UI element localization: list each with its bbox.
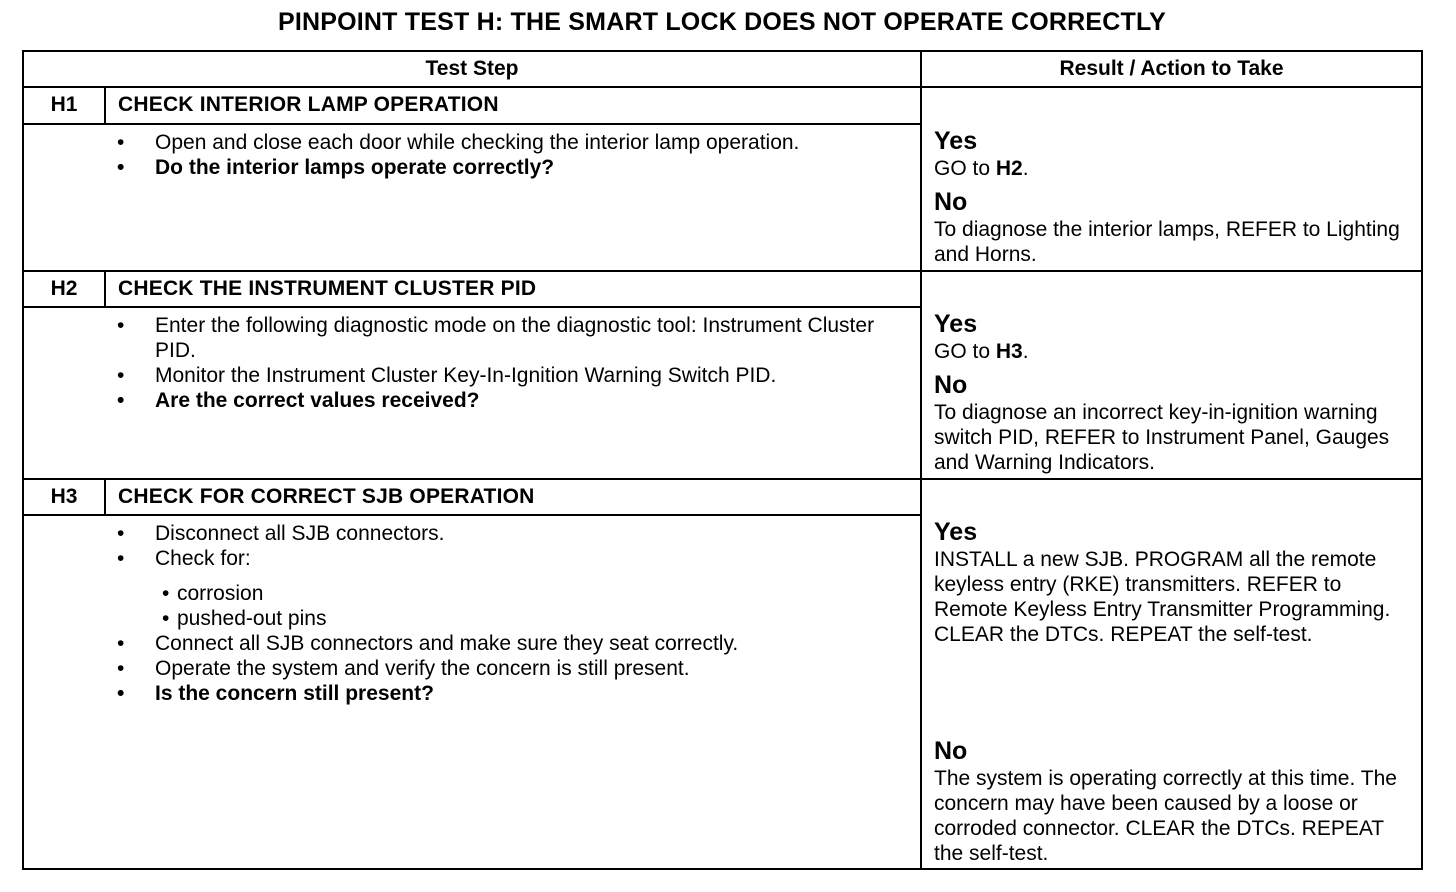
bullet-icon: • xyxy=(117,389,125,412)
bullet-icon: • xyxy=(117,547,125,570)
list-item: • Is the concern still present? xyxy=(117,682,434,705)
yes-action: GO to H2. xyxy=(934,157,1029,180)
bullet-icon: • xyxy=(117,364,125,387)
sub-list-item: • corrosion xyxy=(162,582,264,605)
bullet-icon: • xyxy=(117,314,125,337)
yes-label: Yes xyxy=(934,518,978,546)
list-item: • Are the correct values received? xyxy=(117,389,480,412)
no-action: The system is operating correctly at this time. The concern may have been caused by a loose or corroded connector. CLEAR the DTCs. REPEAT the self-test. xyxy=(934,767,1397,865)
h2-title-divider xyxy=(24,306,920,308)
step-id-h1: H1 xyxy=(50,93,78,116)
result-h3-no xyxy=(934,736,1414,866)
header-test-step: Test Step xyxy=(425,57,519,80)
step-title-h2: CHECK THE INSTRUMENT CLUSTER PID xyxy=(118,277,537,300)
step-id-h2: H2 xyxy=(50,277,78,300)
list-item: • Operate the system and verify the concern is still present. xyxy=(117,657,690,680)
h2-id-divider xyxy=(104,272,106,307)
bullet-icon: • xyxy=(117,131,125,154)
bullet-icon: • xyxy=(117,156,125,179)
sub-list-item: • pushed-out pins xyxy=(162,607,327,630)
step-body-h2 xyxy=(110,313,890,413)
list-item: • Disconnect all SJB connectors. xyxy=(117,522,445,545)
no-label: No xyxy=(934,188,968,216)
bullet-icon: • xyxy=(117,632,125,655)
h1-title-divider xyxy=(24,123,920,125)
bullet-icon: • xyxy=(117,522,125,545)
bullet-icon: • xyxy=(162,607,170,630)
result-h2 xyxy=(934,309,1414,475)
step-id-h3: H3 xyxy=(50,485,78,508)
result-h1 xyxy=(934,126,1414,267)
step-title-h1: CHECK INTERIOR LAMP OPERATION xyxy=(118,93,499,116)
result-h3-yes xyxy=(934,517,1404,647)
no-label: No xyxy=(934,371,968,399)
step-body-h3 xyxy=(110,521,910,706)
yes-label: Yes xyxy=(934,310,978,338)
bullet-icon: • xyxy=(162,582,170,605)
no-action: To diagnose an incorrect key-in-ignition warning switch PID, REFER to Instrument Panel, Gauges and Warning Indicators. xyxy=(934,401,1390,474)
bullet-icon: • xyxy=(117,657,125,680)
list-item: • Open and close each door while checking the interior lamp operation. xyxy=(117,131,800,154)
h3-title-divider xyxy=(24,514,920,516)
list-item: • Monitor the Instrument Cluster Key-In-Ignition Warning Switch PID. xyxy=(117,364,777,387)
list-item: • Connect all SJB connectors and make sure they seat correctly. xyxy=(117,632,739,655)
list-item: • Check for: xyxy=(117,547,251,570)
yes-action: INSTALL a new SJB. PROGRAM all the remote keyless entry (RKE) transmitters. REFER to Remote Keyless Entry Transmitter Programming. CLEAR the DTCs. REPEAT the self-test. xyxy=(934,548,1391,646)
page-title: PINPOINT TEST H: THE SMART LOCK DOES NOT OPERATE CORRECTLY xyxy=(277,8,1167,36)
no-label: No xyxy=(934,737,968,765)
yes-action: GO to H3. xyxy=(934,340,1029,363)
yes-label: Yes xyxy=(934,127,978,155)
h3-id-divider xyxy=(104,480,106,515)
list-item: • Enter the following diagnostic mode on the diagnostic tool: Instrument Cluster PID. xyxy=(117,314,875,362)
no-action: To diagnose the interior lamps, REFER to Lighting and Horns. xyxy=(934,218,1400,266)
step-title-h3: CHECK FOR CORRECT SJB OPERATION xyxy=(118,485,535,508)
h1-id-divider xyxy=(104,88,106,124)
bullet-icon: • xyxy=(117,682,125,705)
column-divider xyxy=(920,52,922,869)
header-result-action: Result / Action to Take xyxy=(1059,57,1284,80)
list-item: • Do the interior lamps operate correctly? xyxy=(117,156,555,179)
step-body-h1 xyxy=(110,130,855,180)
